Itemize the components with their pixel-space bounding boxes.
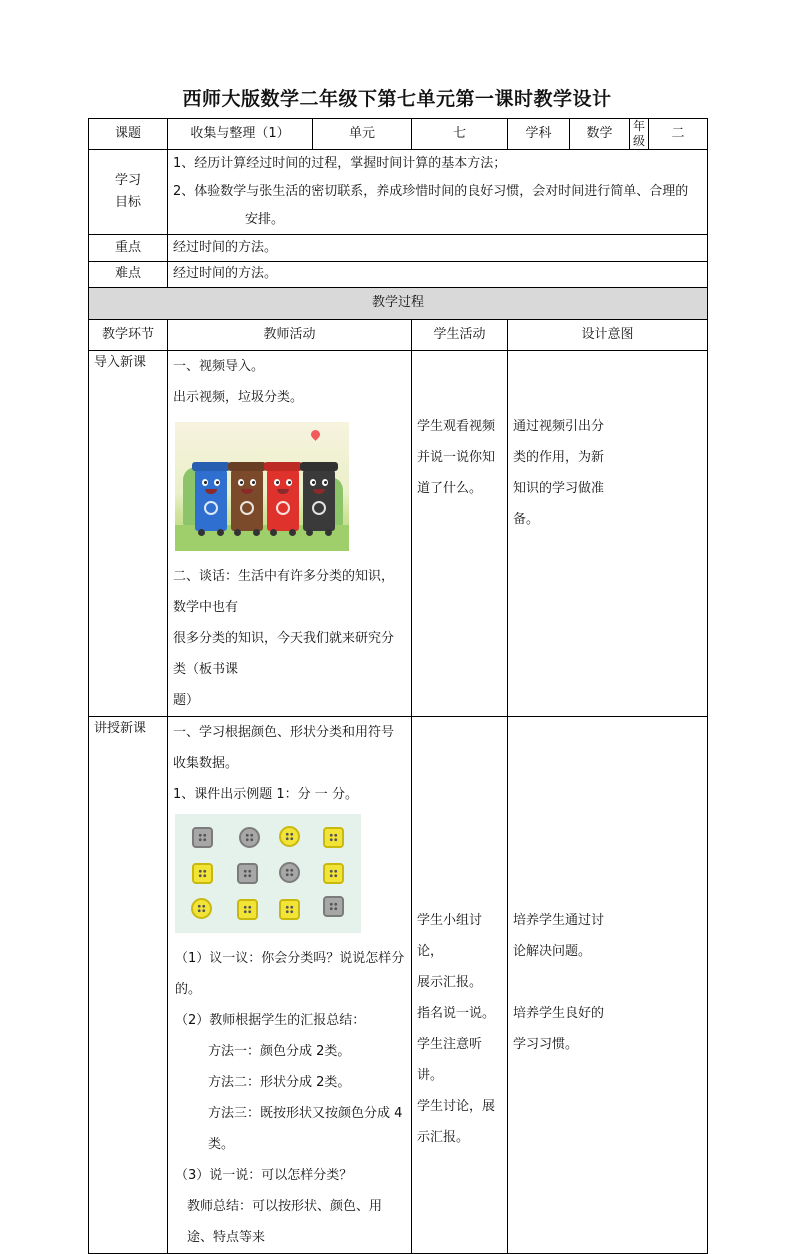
lecture-intent-line4: 学习习惯。 — [513, 1037, 579, 1052]
yellow-round-button-icon — [279, 826, 300, 847]
unit-label: 单元 — [313, 119, 412, 150]
lecture-teacher-line5: 方法一：颜色分成 2类。 — [208, 1044, 351, 1059]
intro-teacher-line5: 题） — [173, 693, 200, 708]
difficulty-text: 经过时间的方法。 — [168, 262, 708, 288]
info-row — [89, 119, 708, 150]
intro-student-line2: 并说一说你知 — [417, 450, 496, 465]
unit-value: 七 — [412, 119, 508, 150]
intro-teacher-cell — [168, 351, 412, 717]
shapes-example-image — [175, 814, 361, 933]
col-header-teacher: 教师活动 — [168, 320, 412, 351]
yellow-square-button-icon — [192, 863, 213, 884]
intro-teacher-line4: 很多分类的知识，今天我们就来研究分类（板书课 — [173, 631, 395, 677]
key-point-row — [89, 235, 708, 262]
col-header-student: 学生活动 — [412, 320, 508, 351]
intro-student-line1: 学生观看视频 — [417, 419, 496, 434]
process-header-row — [89, 288, 708, 320]
intro-teacher-line3: 二、谈话：生活中有许多分类的知识，数学中也有 — [173, 569, 395, 615]
lecture-teacher-line6: 方法二：形状分成 2类。 — [208, 1075, 351, 1090]
lecture-student-cell — [412, 717, 508, 1254]
yellow-square-button-icon — [279, 899, 300, 920]
document-title: 西师大版数学二年级下第七单元第一课时教学设计 — [182, 88, 612, 110]
grade-label: 年级 — [630, 119, 649, 150]
lecture-teacher-line8: （3）说一说：可以怎样分类？ — [175, 1168, 353, 1183]
topic-label: 课题 — [89, 119, 168, 150]
lecture-intent-line1: 培养学生通过讨 — [513, 913, 605, 928]
goals-content — [168, 150, 708, 235]
yellow-square-button-icon — [237, 899, 258, 920]
lecture-intent-line3: 培养学生良好的 — [513, 1006, 605, 1021]
lecture-student-line6: 示汇报。 — [417, 1130, 470, 1145]
lecture-teacher-line9: 教师总结：可以按形状、颜色、用途、特点等来 — [187, 1199, 383, 1245]
column-header-row — [89, 320, 708, 351]
red-bin-icon — [267, 469, 299, 531]
gray-round-button-icon — [279, 862, 300, 883]
intro-student-line3: 道了什么。 — [417, 481, 483, 496]
goals-label-line2: 目标 — [114, 195, 141, 210]
black-bin-icon — [303, 469, 335, 531]
goal-line-2: 2、体验数学与张生活的密切联系，养成珍惜时间的良好习惯，会对时间进行简单、合理的 — [173, 184, 689, 199]
grade-value: 二 — [649, 119, 708, 150]
lecture-stage: 讲授新课 — [89, 717, 168, 1254]
lecture-teacher-line4: （2）教师根据学生的汇报总结： — [175, 1013, 366, 1028]
intro-intent-line4: 备。 — [513, 512, 540, 527]
intro-intent-line1: 通过视频引出分 — [513, 419, 605, 434]
intro-intent-line2: 类的作用，为新 — [513, 450, 605, 465]
blue-bin-icon — [195, 469, 227, 531]
lecture-teacher-line7: 方法三：既按形状又按颜色分成 4类。 — [208, 1106, 403, 1152]
intro-teacher-line1: 一、视频导入。 — [173, 359, 265, 374]
gray-square-button-icon — [192, 827, 213, 848]
key-point-label: 重点 — [89, 235, 168, 262]
lesson-plan-table — [88, 118, 708, 1254]
intro-intent-line3: 知识的学习做准 — [513, 481, 605, 496]
goals-label-line1: 学习 — [114, 172, 141, 188]
location-pin-icon — [309, 428, 322, 441]
gray-square-button-icon — [237, 863, 258, 884]
difficulty-label: 难点 — [89, 262, 168, 288]
lecture-section-row — [89, 717, 708, 1254]
intro-intent-cell — [508, 351, 708, 717]
intro-teacher-line2: 出示视频，垃圾分类。 — [173, 390, 304, 405]
lecture-teacher-line1: 一、学习根据颜色、形状分类和用符号收集数据。 — [173, 725, 395, 771]
subject-label: 学科 — [508, 119, 570, 150]
subject-value: 数学 — [570, 119, 630, 150]
col-header-stage: 教学环节 — [89, 320, 168, 351]
gray-square-button-icon — [323, 896, 344, 917]
lecture-student-line5: 学生讨论，展 — [417, 1099, 496, 1114]
lecture-teacher-line3: （1）议一议：你会分类吗？说说怎样分的。 — [175, 951, 405, 997]
lecture-intent-cell — [508, 717, 708, 1254]
lecture-teacher-cell — [168, 717, 412, 1254]
gray-round-button-icon — [239, 827, 260, 848]
lecture-intent-line2: 论解决问题。 — [513, 944, 592, 959]
intro-section-row — [89, 351, 708, 717]
yellow-round-button-icon — [191, 898, 212, 919]
brown-bin-icon — [231, 469, 263, 531]
yellow-square-button-icon — [323, 863, 344, 884]
lecture-student-line2: 展示汇报。 — [417, 975, 483, 990]
lecture-student-line1: 学生小组讨论， — [417, 913, 483, 959]
difficulty-row — [89, 262, 708, 288]
lecture-teacher-line2: 1、课件出示例题 1：分 一 分。 — [173, 787, 358, 802]
goals-label — [89, 150, 168, 235]
yellow-square-button-icon — [323, 827, 344, 848]
goal-line-1: 1、经历计算经过时间的过程，掌握时间计算的基本方法； — [173, 156, 507, 171]
intro-student-cell — [412, 351, 508, 717]
goals-row — [89, 150, 708, 235]
garbage-sorting-video-image[interactable] — [175, 422, 349, 551]
col-header-intent: 设计意图 — [508, 320, 708, 351]
lecture-student-line4: 学生注意听讲。 — [417, 1037, 483, 1083]
process-header: 教学过程 — [89, 288, 708, 320]
intro-stage: 导入新课 — [89, 351, 168, 717]
key-point-text: 经过时间的方法。 — [168, 235, 708, 262]
lecture-student-line3: 指名说一说。 — [417, 1006, 496, 1021]
topic-value: 收集与整理（1） — [168, 119, 313, 150]
goal-line-3: 安排。 — [245, 212, 285, 227]
